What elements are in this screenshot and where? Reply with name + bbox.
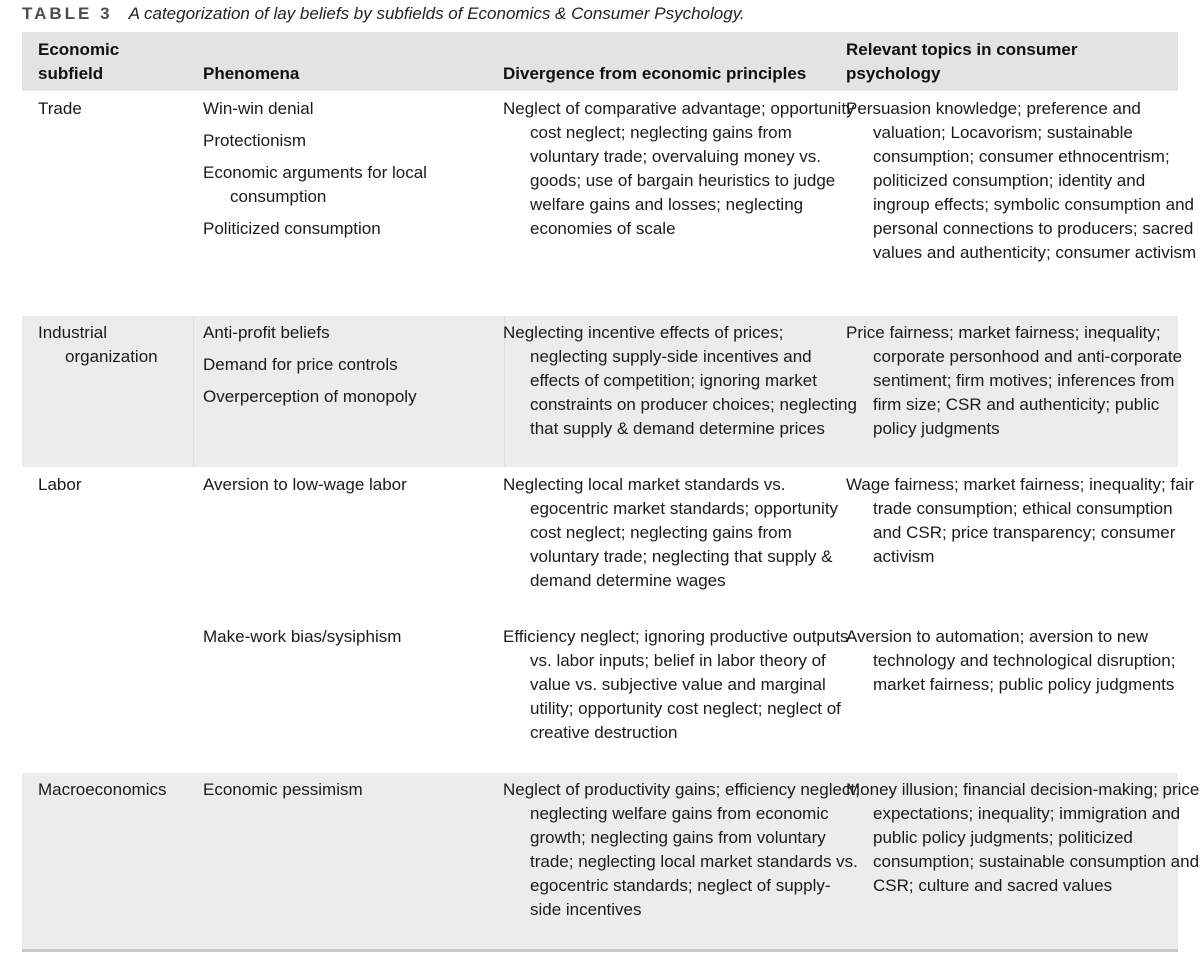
cell-topics: Aversion to automation; aversion to new technology and technological disruption; market fairness; public policy judgments [846, 627, 1176, 694]
table-row [22, 773, 1200, 949]
cell-divergence: Efficiency neglect; ignoring productive outputs vs. labor inputs; belief in labor theory of value vs. subjective value and marginal utility; opportunity cost neglect; neglect of creative destruction [503, 627, 849, 742]
phenomenon-item: Win-win denial [203, 99, 314, 118]
phenomenon-item: Aversion to low-wage labor [203, 475, 407, 494]
table-header-row [22, 32, 1178, 91]
phenomenon-item: Economic arguments for local consumption [203, 163, 427, 206]
table-row [22, 316, 1183, 467]
phenomenon-item: Politicized consumption [203, 219, 381, 238]
phenomenon-item: Protectionism [203, 131, 306, 150]
table-row [22, 91, 1197, 316]
cell-divergence: Neglecting local market standards vs. egocentric market standards; opportunity cost neglect; neglecting gains from voluntary trade; neglecting that supply & demand determine wages [503, 475, 839, 590]
phenomenon-item: Economic pessimism [203, 780, 363, 799]
cell-divergence: Neglect of productivity gains; efficiency neglect; neglecting welfare gains from economic growth; neglecting gains from voluntary trade; neglecting local market standards vs. egocentric standards; neglect of supply-side incentives [503, 780, 860, 919]
cell-phenomena [203, 473, 493, 505]
cell-topics: Wage fairness; market fairness; inequality; fair trade consumption; ethical consumption and CSR; price transparency; consumer activism [846, 475, 1195, 566]
header-phenomena: Phenomena [203, 64, 300, 83]
cell-topics: Persuasion knowledge; preference and valuation; Locavorism; sustainable consumption; consumer ethnocentrism; politicized consumption; identity and ingroup effects; symbolic consumption and personal connections to producers; sacred values and authenticity; consumer activism [846, 99, 1197, 262]
header-topics: Relevant topics in consumer psychology [846, 40, 1078, 83]
phenomenon-item: Anti-profit beliefs [203, 323, 330, 342]
phenomenon-item: Demand for price controls [203, 355, 398, 374]
table-row [22, 617, 1178, 773]
cell-topics: Price fairness; market fairness; inequality; corporate personhood and anti-corporate sentiment; firm motives; inferences from firm size; CSR and authenticity; public policy judgments [846, 323, 1183, 438]
cell-divergence: Neglect of comparative advantage; opportunity cost neglect; neglecting gains from voluntary trade; overvaluing money vs. goods; use of bargain heuristics to judge welfare gains and losses; neglecting economies of scale [503, 99, 855, 238]
cell-subfield: Labor [38, 475, 82, 494]
cell-subfield: Industrial organization [38, 323, 158, 366]
phenomenon-item: Overperception of monopoly [203, 387, 417, 406]
table-caption [22, 2, 745, 26]
cell-phenomena [203, 321, 493, 417]
table-number: TABLE 3 [22, 4, 113, 23]
table-title: A categorization of lay beliefs by subfields of Economics & Consumer Psychology. [128, 4, 745, 23]
header-divergence: Divergence from economic principles [503, 64, 807, 83]
cell-subfield: Trade [38, 99, 82, 118]
table-row [22, 467, 1195, 617]
cell-phenomena [203, 625, 493, 657]
header-subfield: Economic subfield [38, 40, 120, 83]
phenomenon-item: Make-work bias/sysiphism [203, 627, 402, 646]
cell-phenomena [203, 97, 493, 249]
cell-topics: Money illusion; financial decision-making; price expectations; inequality; immigration and public policy judgments; politicized consumption; sustainable consumption and CSR; culture and sacred values [846, 780, 1200, 895]
cell-subfield: Macroeconomics [38, 780, 167, 799]
cell-phenomena [203, 778, 493, 810]
table-bottom-rule [22, 949, 1178, 952]
cell-divergence: Neglecting incentive effects of prices; neglecting supply-side incentives and effects of competition; ignoring market constraints on producer choices; neglecting that supply & demand determine prices [503, 323, 857, 438]
